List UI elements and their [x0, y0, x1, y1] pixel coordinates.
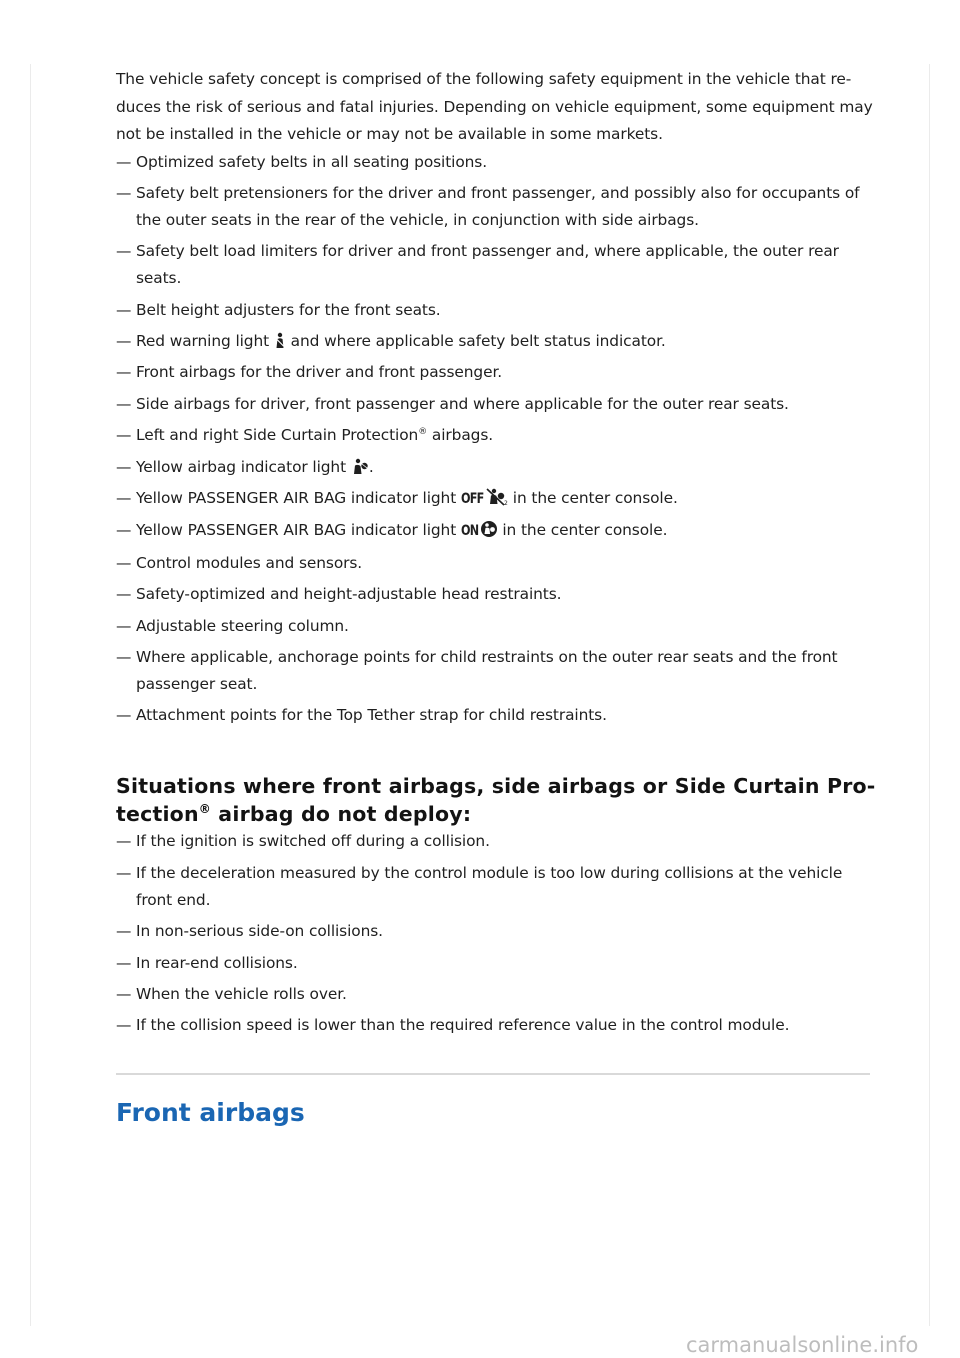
list-item [116, 454, 876, 481]
list-item: — In rear-end collisions. [116, 950, 876, 977]
list-item: — Attachment points for the Top Tether strap for child restraints. [116, 702, 876, 729]
on-badge: ON [460, 523, 479, 540]
svg-text:2: 2 [503, 500, 508, 507]
section-divider [116, 1073, 870, 1075]
list-item-text: in the center console. [497, 521, 668, 540]
list-item: — If the deceleration measured by the control module is too low during collisions at the vehicle front end. [116, 860, 876, 914]
list-item: — If the ignition is switched off during a collision. [116, 828, 876, 855]
list-item-text: and where applicable safety belt status indicator. [285, 332, 666, 351]
list-item: — Adjustable steering column. [116, 613, 876, 640]
list-item: — Control modules and sensors. [116, 550, 876, 577]
list-item: — If the collision speed is lower than the required reference value in the control module. [116, 1012, 876, 1039]
list-item: — Side airbags for driver, front passenger and where applicable for the outer rear seats. [116, 391, 876, 418]
list-item: — Safety belt load limiters for driver and front passenger and, where applicable, the outer rear seats. [116, 238, 876, 292]
list-item: — Optimized safety belts in all seating positions. [116, 149, 876, 176]
list-item: — Safety belt pretensioners for the driver and front passenger, and possibly also for occupants of the outer seats in the rear of the vehicle, in conjunction with side airbags. [116, 180, 876, 234]
registered-mark: ® [418, 427, 428, 438]
passenger-airbag-on-icon [480, 520, 498, 538]
page-margin-rule-right [929, 64, 930, 1326]
list-item: — When the vehicle rolls over. [116, 981, 876, 1008]
watermark: carmanualsonline.info [686, 1333, 919, 1357]
list-item [116, 328, 876, 355]
front-airbags-heading: Front airbags [116, 1098, 305, 1128]
section-heading-text: airbag do not deploy: [210, 801, 472, 826]
airbag-indicator-icon [351, 458, 369, 475]
list-item-text: Yellow PASSENGER AIR BAG indicator light [136, 489, 461, 508]
off-badge: OFF [460, 491, 484, 508]
list-item-text: . [368, 457, 374, 476]
list-item: — Safety-optimized and height-adjustable head restraints. [116, 581, 876, 608]
list-item [116, 485, 876, 513]
no-deploy-list [116, 828, 876, 1039]
page-margin-rule-left [30, 64, 31, 1326]
page-content [116, 66, 876, 1129]
passenger-airbag-off-icon [486, 488, 508, 506]
safety-equipment-list [116, 149, 876, 730]
section-heading-text: Situations where front airbags, side airbags or Side Curtain Pro-tection [116, 774, 876, 826]
list-item-text: Yellow airbag indicator light [136, 457, 351, 476]
list-item-text: Yellow PASSENGER AIR BAG indicator light [136, 521, 461, 540]
intro-paragraph: The vehicle safety concept is comprised of the following safety equipment in the vehicle that re-duces the risk of serious and fatal injuries. Depending on vehicle equipment, some equipment may not be installed in the vehicle or may not be available in some markets. [116, 70, 873, 143]
list-item: — Front airbags for the driver and front passenger. [116, 359, 876, 386]
list-item [116, 422, 876, 449]
section-heading-no-deploy [116, 773, 876, 828]
list-item-text: Red warning light [136, 332, 274, 351]
list-item [116, 517, 876, 545]
list-item: — Belt height adjusters for the front seats. [116, 297, 876, 324]
list-item-text: in the center console. [507, 489, 678, 508]
list-item-text: airbags. [427, 426, 494, 445]
registered-mark: ® [198, 802, 211, 817]
list-item: — Where applicable, anchorage points for child restraints on the outer rear seats and the front passenger seat. [116, 644, 876, 698]
list-item: — In non-serious side-on collisions. [116, 918, 876, 945]
list-item-text: Left and right Side Curtain Protection [136, 426, 419, 445]
seatbelt-warning-icon [274, 332, 286, 349]
